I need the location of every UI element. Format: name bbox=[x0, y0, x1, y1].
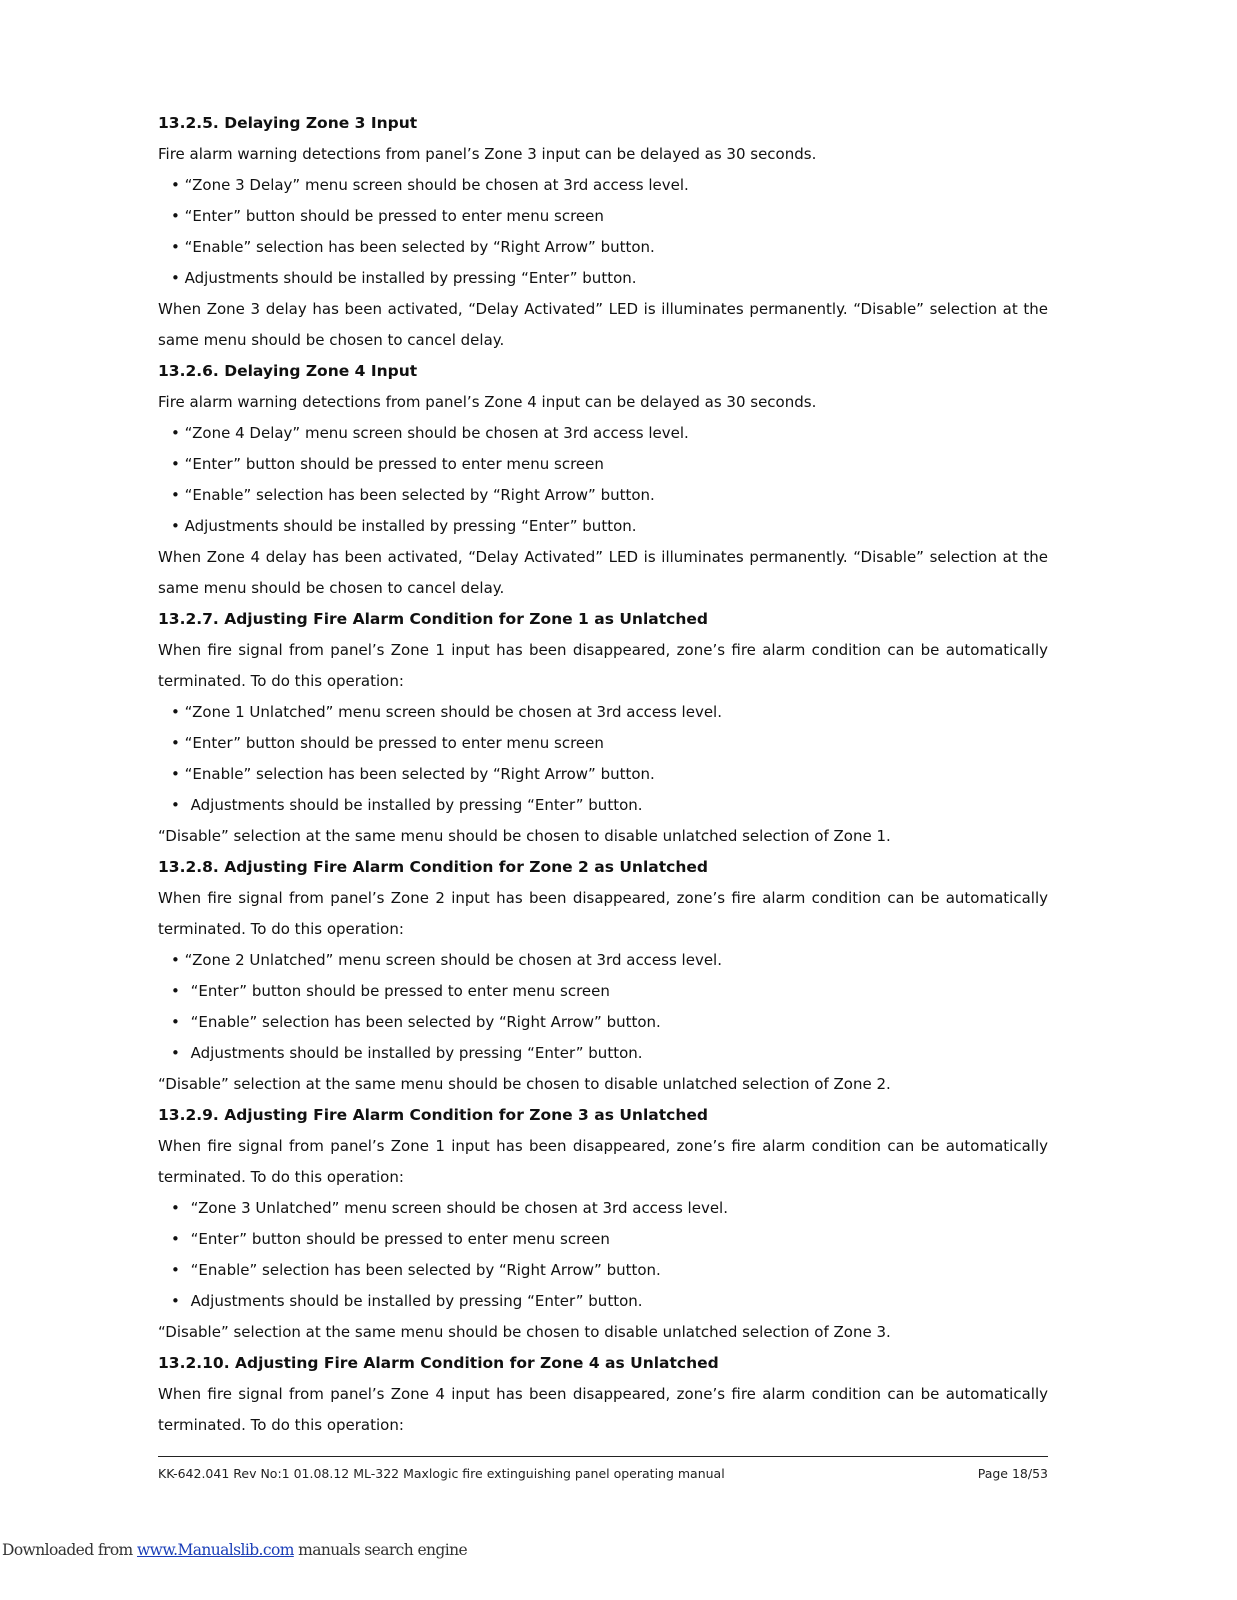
list-item-text: Adjustments should be installed by pressing “Enter” button. bbox=[190, 796, 643, 814]
list-item bbox=[158, 201, 1048, 232]
bullet-list bbox=[158, 170, 1048, 294]
list-item bbox=[158, 1286, 1048, 1317]
section-intro: When fire signal from panel’s Zone 1 input has been disappeared, zone’s fire alarm condition can be automatically terminated. To do this operation: bbox=[158, 1137, 1048, 1186]
section-heading: 13.2.5. Delaying Zone 3 Input bbox=[158, 114, 418, 132]
download-prefix: Downloaded from bbox=[2, 1541, 137, 1559]
list-item bbox=[158, 1038, 1048, 1069]
bullet-glyph: • bbox=[171, 238, 180, 256]
list-item bbox=[158, 976, 1048, 1007]
bullet-list bbox=[158, 697, 1048, 821]
list-item bbox=[158, 232, 1048, 263]
bullet-glyph: • bbox=[171, 951, 180, 969]
list-item-text: “Enable” selection has been selected by “Right Arrow” button. bbox=[190, 1013, 661, 1031]
list-item bbox=[158, 728, 1048, 759]
bullet-glyph: • bbox=[171, 982, 180, 1000]
section-heading: 13.2.10. Adjusting Fire Alarm Condition for Zone 4 as Unlatched bbox=[158, 1354, 719, 1372]
list-item bbox=[158, 759, 1048, 790]
list-item-text: “Enter” button should be pressed to enter menu screen bbox=[184, 455, 604, 473]
bullet-glyph: • bbox=[171, 1261, 180, 1279]
list-item bbox=[158, 480, 1048, 511]
bullet-glyph: • bbox=[171, 734, 180, 752]
bullet-list bbox=[158, 1193, 1048, 1317]
list-item bbox=[158, 790, 1048, 821]
list-item bbox=[158, 511, 1048, 542]
list-item-text: Adjustments should be installed by pressing “Enter” button. bbox=[184, 269, 637, 287]
section-heading: 13.2.6. Delaying Zone 4 Input bbox=[158, 362, 418, 380]
list-item bbox=[158, 170, 1048, 201]
footer-document-id: KK-642.041 Rev No:1 01.08.12 ML-322 Maxlogic fire extinguishing panel operating manual bbox=[158, 1466, 725, 1481]
list-item-text: “Enable” selection has been selected by “Right Arrow” button. bbox=[184, 486, 655, 504]
list-item-text: “Enter” button should be pressed to enter menu screen bbox=[190, 1230, 610, 1248]
section-outro: When Zone 3 delay has been activated, “Delay Activated” LED is illuminates permanently. “Disable” selection at the same menu should be chosen to cancel delay. bbox=[158, 300, 1048, 349]
list-item-text: “Zone 2 Unlatched” menu screen should be chosen at 3rd access level. bbox=[184, 951, 722, 969]
list-item bbox=[158, 1224, 1048, 1255]
list-item bbox=[158, 1007, 1048, 1038]
section-heading: 13.2.7. Adjusting Fire Alarm Condition for Zone 1 as Unlatched bbox=[158, 610, 708, 628]
list-item bbox=[158, 1193, 1048, 1224]
bullet-list bbox=[158, 945, 1048, 1069]
download-banner bbox=[2, 1541, 467, 1559]
section-outro: When Zone 4 delay has been activated, “Delay Activated” LED is illuminates permanently. “Disable” selection at the same menu should be chosen to cancel delay. bbox=[158, 548, 1048, 597]
list-item-text: “Zone 1 Unlatched” menu screen should be chosen at 3rd access level. bbox=[184, 703, 722, 721]
section-outro: “Disable” selection at the same menu should be chosen to disable unlatched selection of Zone 3. bbox=[158, 1323, 891, 1341]
section-intro: Fire alarm warning detections from panel’s Zone 4 input can be delayed as 30 seconds. bbox=[158, 393, 817, 411]
list-item bbox=[158, 945, 1048, 976]
list-item-text: “Enable” selection has been selected by “Right Arrow” button. bbox=[184, 238, 655, 256]
list-item-text: “Zone 3 Delay” menu screen should be chosen at 3rd access level. bbox=[184, 176, 689, 194]
footer-divider bbox=[158, 1456, 1048, 1457]
list-item-text: Adjustments should be installed by pressing “Enter” button. bbox=[184, 517, 637, 535]
section-intro: When fire signal from panel’s Zone 1 input has been disappeared, zone’s fire alarm condition can be automatically terminated. To do this operation: bbox=[158, 641, 1048, 690]
section-outro: “Disable” selection at the same menu should be chosen to disable unlatched selection of Zone 2. bbox=[158, 1075, 891, 1093]
list-item-text: Adjustments should be installed by pressing “Enter” button. bbox=[190, 1292, 643, 1310]
list-item bbox=[158, 697, 1048, 728]
bullet-glyph: • bbox=[171, 517, 180, 535]
bullet-glyph: • bbox=[171, 1044, 180, 1062]
list-item bbox=[158, 418, 1048, 449]
bullet-glyph: • bbox=[171, 424, 180, 442]
list-item-text: Adjustments should be installed by pressing “Enter” button. bbox=[190, 1044, 643, 1062]
bullet-glyph: • bbox=[171, 1230, 180, 1248]
footer-page-number: Page 18/53 bbox=[977, 1466, 1048, 1481]
list-item bbox=[158, 449, 1048, 480]
document-body bbox=[158, 108, 1048, 1441]
download-suffix: manuals search engine bbox=[293, 1541, 468, 1559]
list-item-text: “Zone 3 Unlatched” menu screen should be chosen at 3rd access level. bbox=[190, 1199, 728, 1217]
section-heading: 13.2.8. Adjusting Fire Alarm Condition for Zone 2 as Unlatched bbox=[158, 858, 708, 876]
bullet-glyph: • bbox=[171, 703, 180, 721]
list-item-text: “Zone 4 Delay” menu screen should be chosen at 3rd access level. bbox=[184, 424, 689, 442]
section-intro: When fire signal from panel’s Zone 4 input has been disappeared, zone’s fire alarm condition can be automatically terminated. To do this operation: bbox=[158, 1385, 1048, 1434]
list-item-text: “Enable” selection has been selected by “Right Arrow” button. bbox=[184, 765, 655, 783]
bullet-glyph: • bbox=[171, 765, 180, 783]
manualslib-link[interactable]: www.Manualslib.com bbox=[137, 1541, 294, 1559]
section-intro: When fire signal from panel’s Zone 2 input has been disappeared, zone’s fire alarm condition can be automatically terminated. To do this operation: bbox=[158, 889, 1048, 938]
section-outro: “Disable” selection at the same menu should be chosen to disable unlatched selection of Zone 1. bbox=[158, 827, 891, 845]
bullet-glyph: • bbox=[171, 1199, 180, 1217]
bullet-list bbox=[158, 418, 1048, 542]
bullet-glyph: • bbox=[171, 796, 180, 814]
bullet-glyph: • bbox=[171, 269, 180, 287]
section-heading: 13.2.9. Adjusting Fire Alarm Condition for Zone 3 as Unlatched bbox=[158, 1106, 708, 1124]
list-item-text: “Enter” button should be pressed to enter menu screen bbox=[184, 207, 604, 225]
bullet-glyph: • bbox=[171, 455, 180, 473]
list-item-text: “Enter” button should be pressed to enter menu screen bbox=[190, 982, 610, 1000]
list-item bbox=[158, 263, 1048, 294]
bullet-glyph: • bbox=[171, 207, 180, 225]
bullet-glyph: • bbox=[171, 176, 180, 194]
bullet-glyph: • bbox=[171, 1013, 180, 1031]
list-item-text: “Enable” selection has been selected by “Right Arrow” button. bbox=[190, 1261, 661, 1279]
list-item bbox=[158, 1255, 1048, 1286]
list-item-text: “Enter” button should be pressed to enter menu screen bbox=[184, 734, 604, 752]
section-intro: Fire alarm warning detections from panel’s Zone 3 input can be delayed as 30 seconds. bbox=[158, 145, 817, 163]
bullet-glyph: • bbox=[171, 486, 180, 504]
bullet-glyph: • bbox=[171, 1292, 180, 1310]
